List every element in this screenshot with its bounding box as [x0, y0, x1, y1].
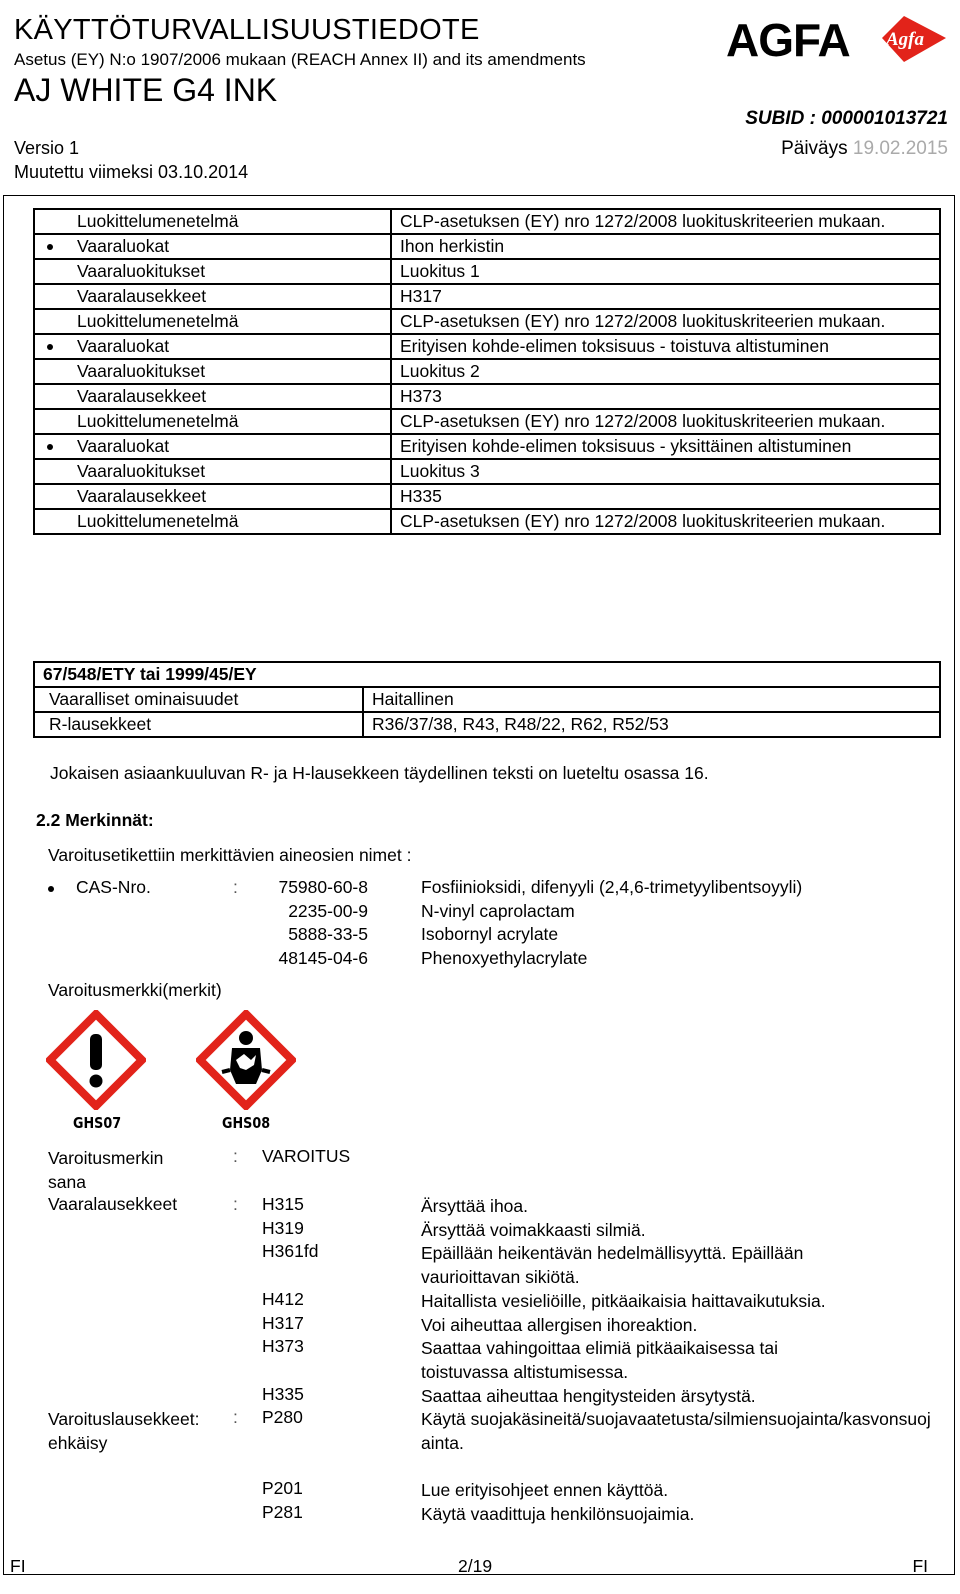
table-row — [34, 234, 940, 259]
row-label-text: Vaaraluokat — [77, 436, 170, 456]
cas-name: N-vinyl caprolactam — [421, 901, 575, 921]
row-label-text: Vaaraluokitukset — [77, 461, 206, 481]
ghs-code: GHS08 — [222, 1114, 271, 1132]
precaution-text: Lue erityisohjeet ennen käyttöä. — [421, 1480, 669, 1500]
hazard-code: H335 — [262, 1384, 304, 1404]
page-number: 2/19 — [458, 1556, 493, 1576]
row-label-text: Vaaraluokat — [77, 236, 170, 256]
row-label: Vaaralliset ominaisuudet — [34, 687, 363, 712]
row-value: CLP-asetuksen (EY) nro 1272/2008 luokituskriteerien mukaan. — [391, 209, 940, 234]
precaution-code: P281 — [262, 1502, 303, 1522]
row-label — [34, 309, 391, 334]
signal-word-label: Varoitusmerkin sana — [48, 1148, 164, 1192]
row-label-text: Luokittelumenetelmä — [77, 211, 239, 231]
hazard-code: H317 — [262, 1313, 304, 1333]
row-label — [34, 259, 391, 284]
row-label: R-lausekkeet — [34, 712, 363, 737]
cas-name: Fosfiinioksidi, difenyyli (2,4,6-trimetyylibentsoyyli) — [421, 877, 803, 897]
document-date — [781, 138, 948, 160]
row-label-text: Vaaralausekkeet — [77, 486, 207, 506]
row-label — [34, 209, 391, 234]
row-value: Luokitus 2 — [391, 359, 940, 384]
row-label-text: Vaaraluokat — [77, 336, 170, 356]
version: Versio 1 — [14, 138, 80, 158]
hazard-code: H361fd — [262, 1241, 319, 1261]
bullet-icon — [47, 344, 53, 350]
signal-word-colon: : — [233, 1146, 238, 1166]
precaution-code: P201 — [262, 1478, 303, 1498]
row-label-text: Luokittelumenetelmä — [77, 411, 239, 431]
row-value: CLP-asetuksen (EY) nro 1272/2008 luokituskriteerien mukaan. — [391, 309, 940, 334]
hazard-text: Saattaa vahingoittaa elimiä pitkäaikaisessa tai toistuvassa altistumisessa. — [421, 1338, 779, 1382]
row-label — [34, 434, 391, 459]
row-value: H373 — [391, 384, 940, 409]
document-title: KÄYTTÖTURVALLISUUSTIEDOTE — [14, 14, 480, 46]
table-row — [34, 687, 940, 712]
table-row — [34, 309, 940, 334]
precaution-text: Käytä suojakäsineitä/suojavaatetusta/silmiensuojainta/kasvonsuojainta. — [421, 1409, 931, 1453]
hazard-text: Saattaa aiheuttaa hengitysteiden ärsytystä. — [421, 1386, 756, 1406]
hazard-code: H373 — [262, 1336, 304, 1356]
logo-badge-text: Agfa — [886, 29, 924, 50]
row-label-text: Luokittelumenetelmä — [77, 311, 239, 331]
logo-wordmark: AGFA — [726, 14, 850, 64]
row-label — [34, 334, 391, 359]
row-value: Erityisen kohde-elimen toksisuus - toistuva altistuminen — [391, 334, 940, 359]
pictograms-label: Varoitusmerkki(merkit) — [48, 980, 222, 1000]
exclamation-mark-icon — [46, 1010, 146, 1110]
cas-number: 75980-60-8 — [278, 877, 368, 897]
table-row — [34, 284, 940, 309]
table-row — [34, 334, 940, 359]
bullet-icon — [47, 444, 53, 450]
row-value: CLP-asetuksen (EY) nro 1272/2008 luokituskriteerien mukaan. — [391, 509, 940, 534]
hazard-colon: : — [233, 1194, 238, 1214]
cas-number: 48145-04-6 — [278, 948, 368, 968]
agfa-logo — [726, 14, 946, 64]
row-label-text: Vaaralausekkeet — [77, 286, 207, 306]
precaution-statements-label: Varoituslausekkeet: ehkäisy — [48, 1409, 200, 1453]
table-row — [34, 434, 940, 459]
row-value: Luokitus 1 — [391, 259, 940, 284]
row-value: Luokitus 3 — [391, 459, 940, 484]
row-label-text: Vaaraluokitukset — [77, 361, 206, 381]
table-row — [34, 712, 940, 737]
cas-number: 5888-33-5 — [288, 924, 368, 944]
row-label — [34, 484, 391, 509]
cas-colon: : — [233, 877, 238, 897]
hazard-text: Voi aiheuttaa allergisen ihoreaktion. — [421, 1315, 698, 1335]
ghs-code: GHS07 — [73, 1114, 122, 1132]
health-hazard-icon — [196, 1010, 296, 1110]
hazard-text: Ärsyttää ihoa. — [421, 1196, 528, 1216]
footer-left: FI — [10, 1556, 26, 1576]
dsd-heading-row — [34, 662, 940, 687]
row-value: Erityisen kohde-elimen toksisuus - yksittäinen altistuminen — [391, 434, 940, 459]
table-row — [34, 409, 940, 434]
row-value: Ihon herkistin — [391, 234, 940, 259]
hazard-code: H319 — [262, 1218, 304, 1238]
row-value: CLP-asetuksen (EY) nro 1272/2008 luokituskriteerien mukaan. — [391, 409, 940, 434]
hazard-statements-label: Vaaralausekkeet — [48, 1194, 178, 1214]
table-row — [34, 259, 940, 284]
table-row — [34, 359, 940, 384]
precaution-colon: : — [233, 1407, 238, 1427]
footer-right: FI — [912, 1556, 928, 1576]
cas-name: Isobornyl acrylate — [421, 924, 559, 944]
cas-label: CAS-Nro. — [76, 877, 151, 897]
dsd-heading: 67/548/ETY tai 1999/45/EY — [34, 662, 940, 687]
row-label — [34, 234, 391, 259]
row-label — [34, 409, 391, 434]
hazard-text: Haitallista vesieliöille, pitkäaikaisia haittavaikutuksia. — [421, 1291, 826, 1311]
bullet-icon — [48, 886, 54, 892]
clp-classification-table — [33, 208, 941, 535]
row-value: H335 — [391, 484, 940, 509]
table-row — [34, 209, 940, 234]
dsd-classification-table — [33, 661, 941, 738]
full-text-note: Jokaisen asiaankuuluvan R- ja H-lausekkeen täydellinen teksti on lueteltu osassa 16. — [50, 763, 709, 783]
row-value: H317 — [391, 284, 940, 309]
product-name: AJ WHITE G4 INK — [14, 72, 278, 108]
regulation-text: Asetus (EY) N:o 1907/2006 mukaan (REACH Annex II) and its amendments — [14, 50, 586, 69]
table-row — [34, 459, 940, 484]
table-row — [34, 484, 940, 509]
row-label-text: Vaaraluokitukset — [77, 261, 206, 281]
hazard-text: Epäillään heikentävän hedelmällisyyttä. Epäillään vaurioittavan sikiötä. — [421, 1243, 804, 1287]
cas-number: 2235-00-9 — [288, 901, 368, 921]
section-heading: 2.2 Merkinnät: — [36, 810, 154, 830]
row-label-text: Vaaralausekkeet — [77, 386, 207, 406]
hazard-code: H412 — [262, 1289, 304, 1309]
row-label — [34, 459, 391, 484]
hazard-code: H315 — [262, 1194, 304, 1214]
row-value: Haitallinen — [363, 687, 940, 712]
precaution-text: Käytä vaadittuja henkilönsuojaimia. — [421, 1504, 695, 1524]
row-label — [34, 359, 391, 384]
row-label — [34, 509, 391, 534]
row-label — [34, 384, 391, 409]
precaution-code: P280 — [262, 1407, 303, 1427]
table-row — [34, 509, 940, 534]
table-row — [34, 384, 940, 409]
ingredients-label: Varoitusetikettiin merkittävien aineosien nimet : — [48, 845, 412, 865]
row-label — [34, 284, 391, 309]
date-label: Päiväys — [781, 138, 848, 159]
date-value: 19.02.2015 — [852, 138, 948, 159]
bullet-icon — [47, 244, 53, 250]
modified-date: Muutettu viimeksi 03.10.2014 — [14, 162, 249, 182]
row-value: R36/37/38, R43, R48/22, R62, R52/53 — [363, 712, 940, 737]
cas-name: Phenoxyethylacrylate — [421, 948, 588, 968]
hazard-text: Ärsyttää voimakkaasti silmiä. — [421, 1220, 646, 1240]
subid: SUBID : 000001013721 — [745, 108, 948, 129]
signal-word: VAROITUS — [262, 1146, 351, 1166]
row-label-text: Luokittelumenetelmä — [77, 511, 239, 531]
